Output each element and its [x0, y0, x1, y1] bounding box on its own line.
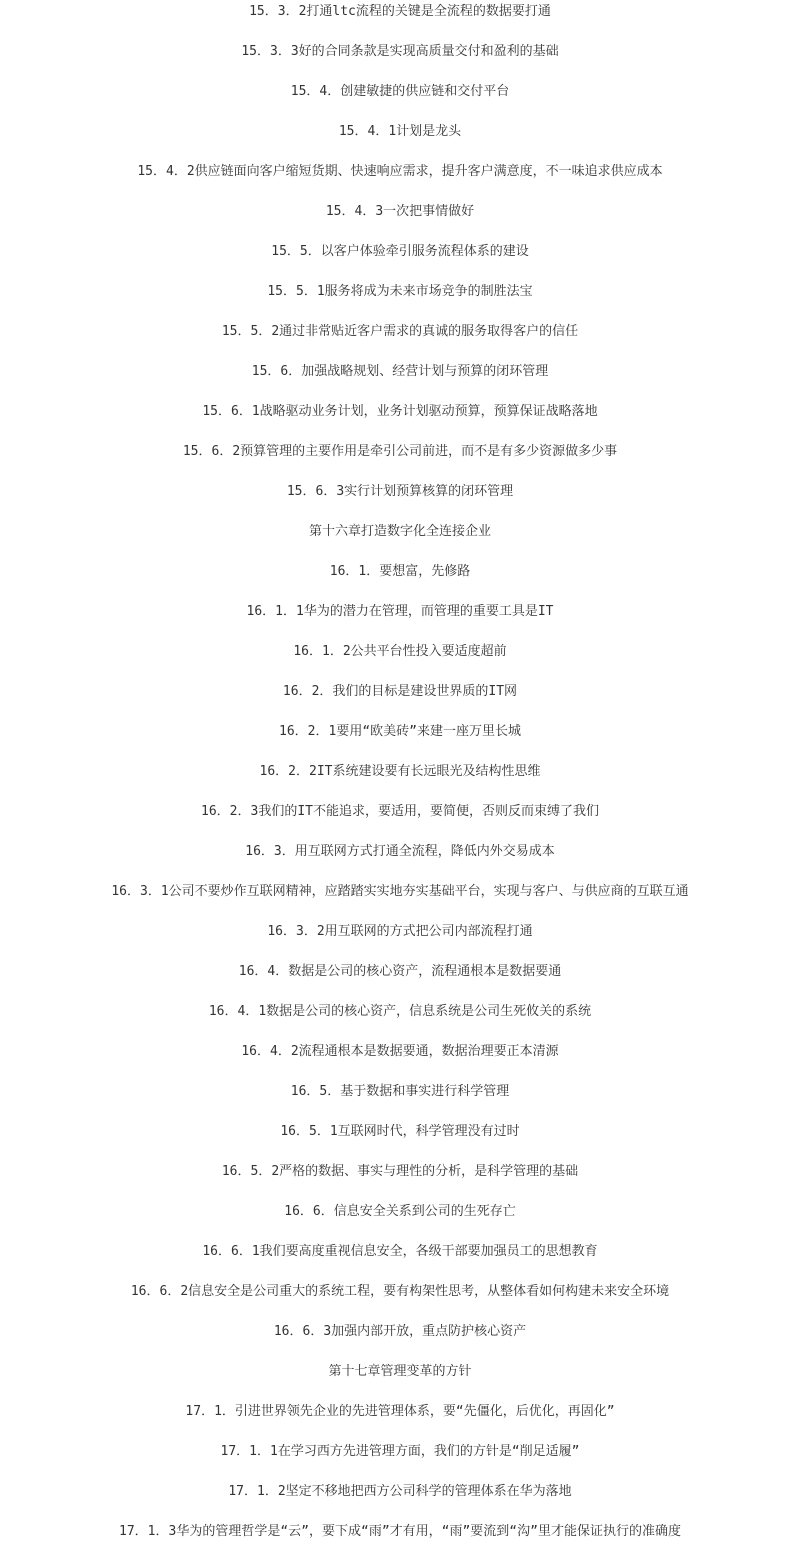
toc-section-heading: 16．3．用互联网方式打通全流程，降低内外交易成本: [245, 844, 555, 859]
toc-entry: 16．5．1互联网时代，科学管理没有过时: [280, 1124, 520, 1139]
toc-chapter-heading: 第十六章打造数字化全连接企业: [308, 524, 491, 539]
toc-section-heading: 17．1．引进世界领先企业的先进管理体系，要“先僵化，后优化，再固化”: [185, 1404, 615, 1419]
toc-entry: 17．1．1在学习西方先进管理方面，我们的方针是“削足适履”: [220, 1444, 580, 1459]
toc-entry: 15．3．3好的合同条款是实现高质量交付和盈利的基础: [241, 44, 559, 59]
toc-entry: 16．2．3我们的IT不能追求，要适用，要简便，否则反而束缚了我们: [201, 804, 599, 819]
toc-entry: 16．2．2IT系统建设要有长远眼光及结构性思维: [259, 764, 541, 779]
toc-section-heading: 15．4．创建敏捷的供应链和交付平台: [290, 84, 510, 99]
toc-entry: 16．6．3加强内部开放，重点防护核心资产: [273, 1324, 527, 1339]
toc-section-heading: 16．6．信息安全关系到公司的生死存亡: [284, 1204, 516, 1219]
toc-chapter-heading: 第十七章管理变革的方针: [328, 1364, 472, 1379]
toc-entry: 17．1．2坚定不移地把西方公司科学的管理体系在华为落地: [228, 1484, 572, 1499]
toc-entry: 16．1．1华为的潜力在管理，而管理的重要工具是IT: [246, 604, 554, 619]
toc-entry: 15．3．2打通ltc流程的关键是全流程的数据要打通: [249, 4, 551, 19]
toc-entry: 15．4．1计划是龙头: [338, 124, 462, 139]
toc-section-heading: 15．5．以客户体验牵引服务流程体系的建设: [271, 244, 529, 259]
toc-entry: 15．5．1服务将成为未来市场竞争的制胜法宝: [267, 284, 533, 299]
toc-entry: 15．6．1战略驱动业务计划，业务计划驱动预算，预算保证战略落地: [202, 404, 598, 419]
toc-section-heading: 16．4．数据是公司的核心资产，流程通根本是数据要通: [238, 964, 562, 979]
toc-entry: 16．4．2流程通根本是数据要通，数据治理要正本清源: [241, 1044, 559, 1059]
toc-entry: 16．2．1要用“欧美砖”来建一座万里长城: [279, 724, 521, 739]
toc-entry: 16．3．1公司不要炒作互联网精神，应踏踏实实地夯实基础平台，实现与客户、与供应商的互联互通: [111, 884, 689, 899]
toc-section-heading: 16．1．要想富，先修路: [329, 564, 471, 579]
toc-section-heading: 16．2．我们的目标是建设世界质的IT网: [282, 684, 518, 699]
toc-entry: 15．5．2通过非常贴近客户需求的真诚的服务取得客户的信任: [221, 324, 579, 339]
toc-entry: 15．6．3实行计划预算核算的闭环管理: [286, 484, 514, 499]
toc-entry: 16．6．1我们要高度重视信息安全，各级干部要加强员工的思想教育: [202, 1244, 598, 1259]
toc-entry: 15．4．2供应链面向客户缩短货期、快速响应需求，提升客户满意度，不一味追求供应成本: [137, 164, 663, 179]
toc-entry: 16．3．2用互联网的方式把公司内部流程打通: [267, 924, 533, 939]
toc-entry: 16．4．1数据是公司的核心资产，信息系统是公司生死攸关的系统: [208, 1004, 592, 1019]
toc-section-heading: 16．5．基于数据和事实进行科学管理: [290, 1084, 510, 1099]
toc-entry: 15．4．3一次把事情做好: [325, 204, 475, 219]
toc-section-heading: 15．6．加强战略规划、经营计划与预算的闭环管理: [251, 364, 549, 379]
toc-entry: 16．6．2信息安全是公司重大的系统工程，要有构架性思考，从整体看如何构建未来安全环境: [130, 1284, 670, 1299]
toc-entry: 17．1．3华为的管理哲学是“云”，要下成“雨”才有用，“雨”要流到“沟”里才能保证执行的准确度: [119, 1524, 681, 1539]
toc-entry: 16．5．2严格的数据、事实与理性的分析，是科学管理的基础: [221, 1164, 579, 1179]
toc-entry: 16．1．2公共平台性投入要适度超前: [293, 644, 507, 659]
toc-entry: 15．6．2预算管理的主要作用是牵引公司前进，而不是有多少资源做多少事: [182, 444, 618, 459]
